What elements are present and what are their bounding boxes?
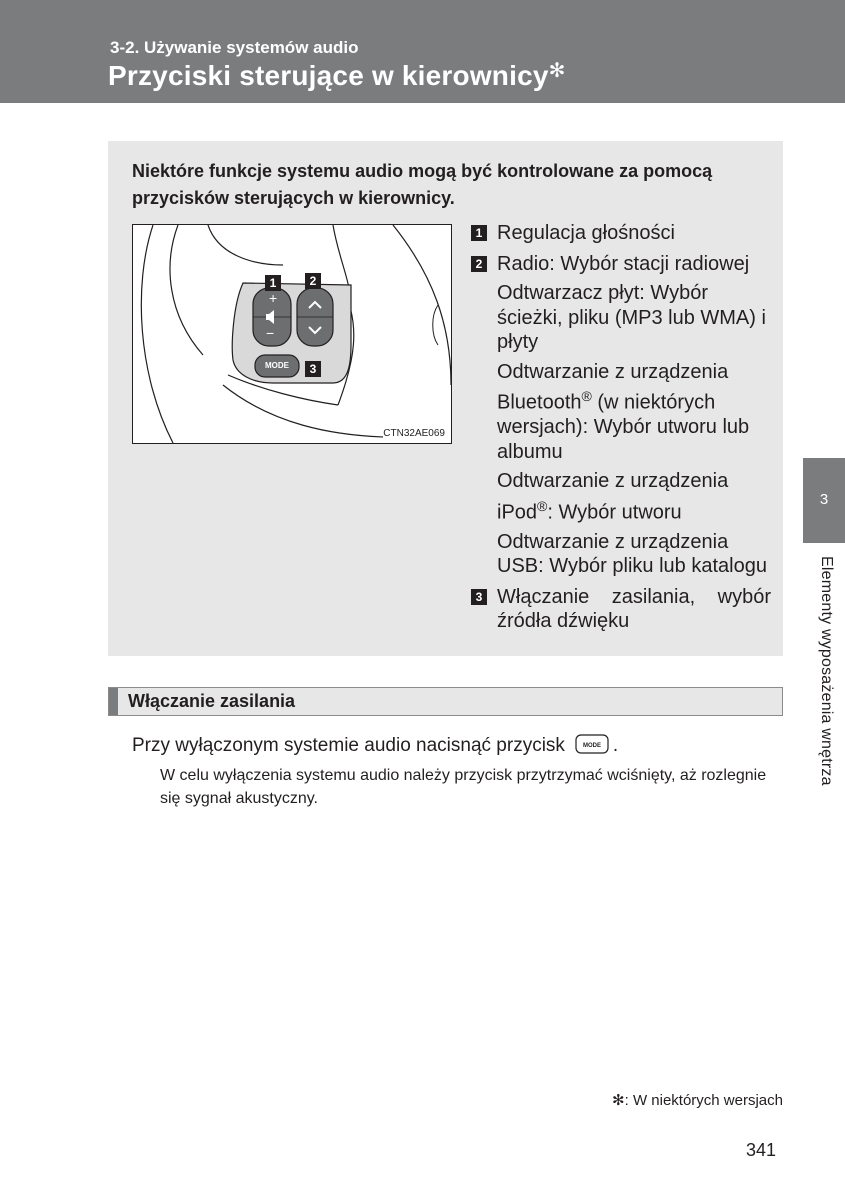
section-label: 3-2. Używanie systemów audio — [110, 38, 359, 57]
list-item-3-line2: źródła dźwięku — [497, 610, 630, 633]
mode-button-icon-label: MODE — [582, 742, 601, 749]
section-heading-power — [108, 687, 783, 716]
sub-para-disc: Odtwarzacz płyt: Wybór ścieżki, pliku (MP3 lub WMA) i płyty — [497, 282, 766, 353]
power-instruction — [132, 735, 618, 757]
power-instruction-text: Przy wyłączonym systemie audio nacisnąć przycisk — [132, 735, 565, 756]
control-list — [471, 221, 771, 634]
item-number-badge: 3 — [471, 589, 487, 605]
power-note: W celu wyłączenia systemu audio należy przycisk przytrzymać wciśnięty, aż rozlegnie się sygnał akustyczny. — [160, 767, 767, 807]
list-item-3 — [471, 585, 771, 634]
list-item-2 — [471, 252, 771, 277]
chapter-tab — [803, 458, 845, 543]
page-header — [0, 0, 845, 103]
figure-code: CTN32AE069 — [383, 428, 445, 439]
mode-button-icon — [575, 734, 609, 754]
intro-box — [108, 141, 783, 656]
steering-wheel-figure — [132, 224, 452, 444]
figure-badge-2: 2 — [305, 273, 321, 289]
steering-wheel-illustration — [133, 225, 451, 443]
list-item-1 — [471, 221, 771, 246]
mode-button-label: MODE — [265, 361, 289, 370]
figure-badge-3: 3 — [305, 361, 321, 377]
section-heading-text: Włączanie zasilania — [128, 691, 296, 711]
intro-text: Niektóre funkcje systemu audio mogą być kontrolowane za pomocą przycisków sterujących w kierownicy. — [132, 161, 713, 208]
chapter-number: 3 — [819, 491, 829, 508]
list-item-text: Radio: Wybór stacji radiowej — [497, 252, 750, 275]
heading-accent-bar — [109, 688, 118, 715]
item-number-badge: 1 — [471, 225, 487, 241]
list-item-text: Regulacja głośności — [497, 222, 675, 244]
chapter-label: Elementy wyposażenia wnętrza — [818, 556, 835, 786]
footnote: ✻: W niektórych wersjach — [612, 1092, 783, 1109]
sub-para-ipod: Odtwarzanie z urządzenia iPod®: Wybór utworu — [497, 470, 729, 524]
item-number-badge: 2 — [471, 256, 487, 272]
sub-para-usb: Odtwarzanie z urządzenia USB: Wybór pliku lub katalogu — [497, 530, 767, 578]
list-item-3-line1: Włączanie zasilania, wybór — [497, 585, 771, 608]
page-number: 341 — [746, 1140, 777, 1160]
volume-plus-label: + — [269, 290, 278, 306]
sub-para-bluetooth: Odtwarzanie z urządzenia Bluetooth® (w niektórych wersjach): Wybór utworu lub albumu — [497, 360, 750, 463]
power-instruction-end: . — [612, 735, 619, 756]
figure-badge-1: 1 — [265, 275, 281, 291]
page-title-text: Przyciski sterujące w kierownicy — [108, 60, 549, 91]
page-title — [108, 60, 566, 92]
volume-minus-label: − — [266, 325, 275, 341]
title-footnote-mark: ✻ — [548, 60, 566, 82]
